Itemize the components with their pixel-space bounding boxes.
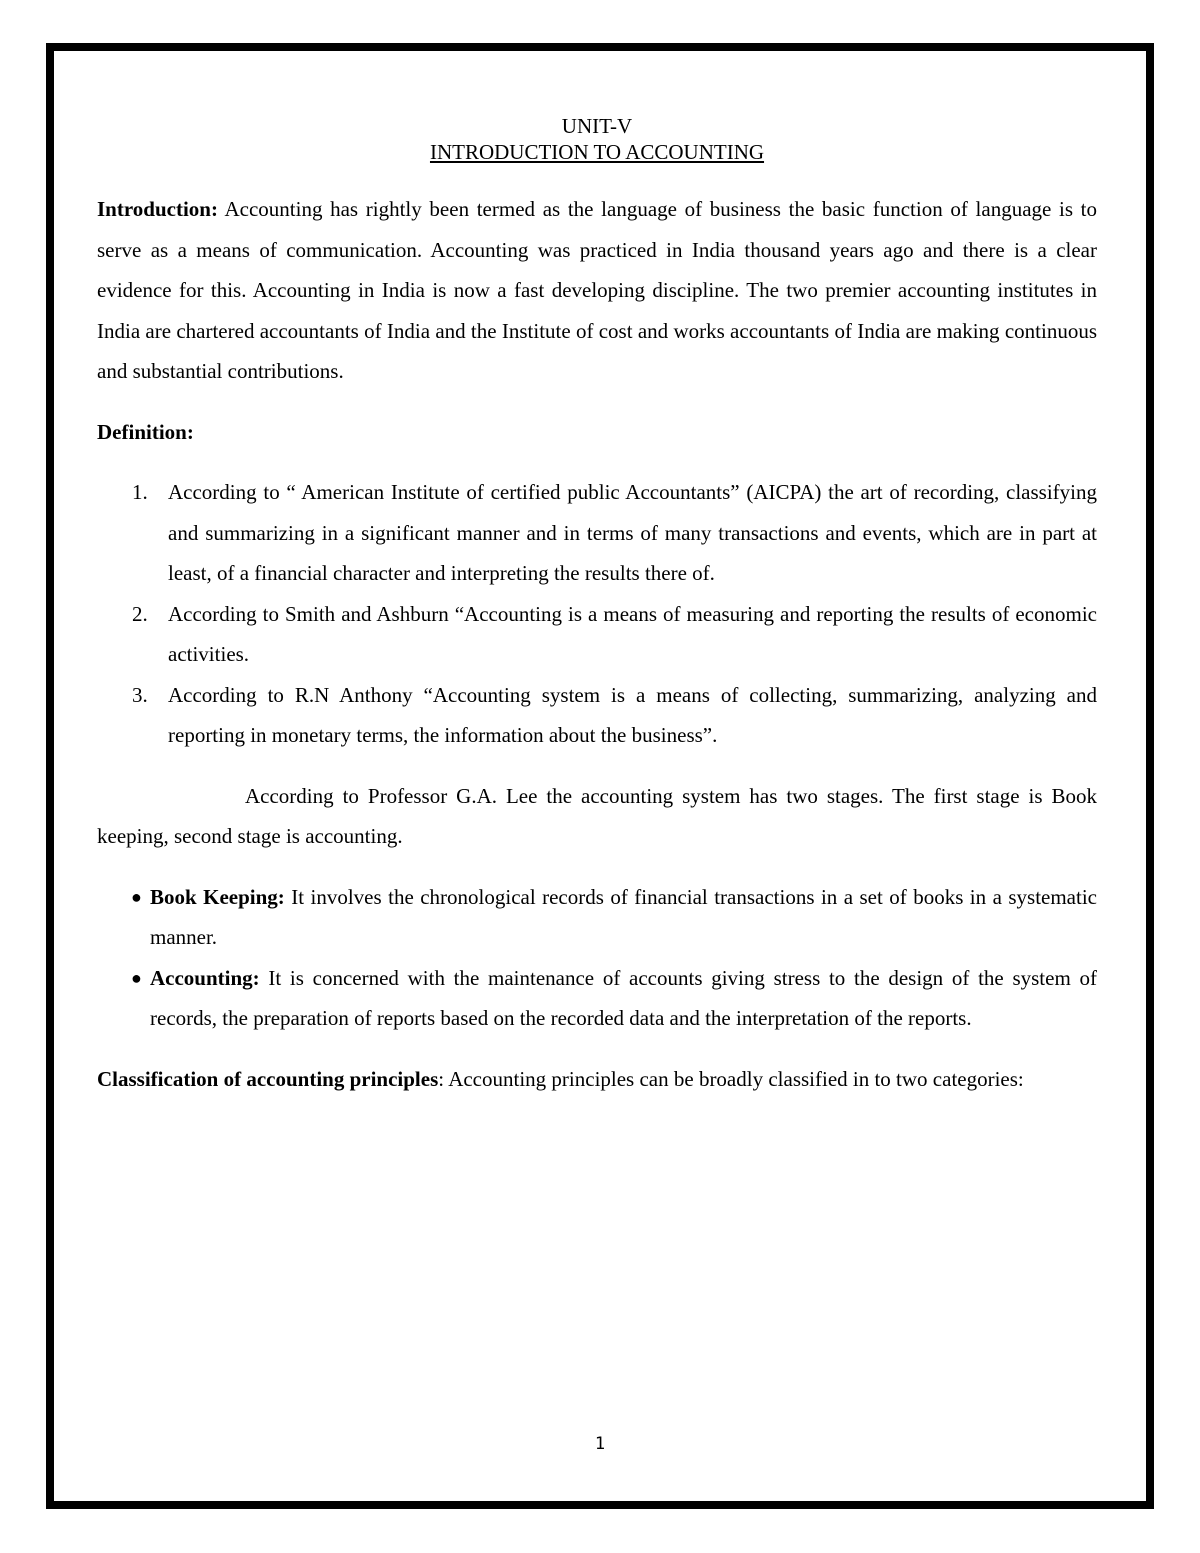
stage-label: Book Keeping: xyxy=(150,884,285,909)
definition-heading xyxy=(97,412,1097,453)
definition-text: According to Smith and Ashburn “Accounting is a means of measuring and reporting the results of economic activities. xyxy=(168,601,1097,666)
definition-number: 2. xyxy=(132,601,148,626)
definition-number: 1. xyxy=(132,480,148,504)
definition-item xyxy=(97,594,1097,675)
stage-text: It involves the chronological records of financial transactions in a set of books in a systematic manner. xyxy=(150,884,1097,949)
document-body xyxy=(97,113,1097,1099)
unit-heading: UNIT-V xyxy=(561,114,633,138)
definition-list xyxy=(97,472,1097,756)
definition-number: 3. xyxy=(132,682,148,707)
page-number: 1 xyxy=(594,1434,606,1454)
definition-item xyxy=(97,675,1097,756)
stage-item xyxy=(97,958,1097,1039)
stage-label: Accounting: xyxy=(150,965,260,990)
title-block xyxy=(97,113,1097,165)
bullet-icon: ● xyxy=(131,886,142,907)
lee-paragraph: According to Professor G.A. Lee the accounting system has two stages. The first stage is Book keeping, second stage is accounting. xyxy=(97,783,1097,848)
stage-item xyxy=(97,877,1097,958)
classification-text: : Accounting principles can be broadly classified in to two categories: xyxy=(438,1066,1024,1091)
introduction-label: Introduction: xyxy=(97,197,218,221)
classification-label: Classification of accounting principles xyxy=(97,1066,439,1091)
classification-paragraph xyxy=(97,1059,1097,1100)
introduction-text: Accounting has rightly been termed as the language of business the basic function of language is to serve as a means of communication. Accounting was practiced in India thousand years ago and there is a clear evidence for this. Accounting in India is now a fast developing discipline. The two premier accounting institutes in India are chartered accountants of India and the Institute of cost and works accountants of India are making continuous and substantial contributions. xyxy=(97,197,1097,383)
definition-item xyxy=(97,472,1097,594)
bullet-icon: ● xyxy=(131,967,142,988)
stage-text: It is concerned with the maintenance of accounts giving stress to the design of the system of records, the preparation of reports based on the recorded data and the interpretation of the reports. xyxy=(150,965,1097,1030)
introduction-paragraph xyxy=(97,189,1097,392)
definition-text: According to R.N Anthony “Accounting system is a means of collecting, summarizing, analyzing and reporting in monetary terms, the information about the business”. xyxy=(168,682,1097,747)
definition-heading-label: Definition: xyxy=(97,419,194,444)
stages-list xyxy=(97,877,1097,1039)
definition-text: According to “ American Institute of certified public Accountants” (AICPA) the art of recording, classifying and summarizing in a significant manner and in terms of many transactions and events, which are in part at least, of a financial character and interpreting the results there of. xyxy=(168,480,1097,585)
page-title: INTRODUCTION TO ACCOUNTING xyxy=(429,140,765,164)
